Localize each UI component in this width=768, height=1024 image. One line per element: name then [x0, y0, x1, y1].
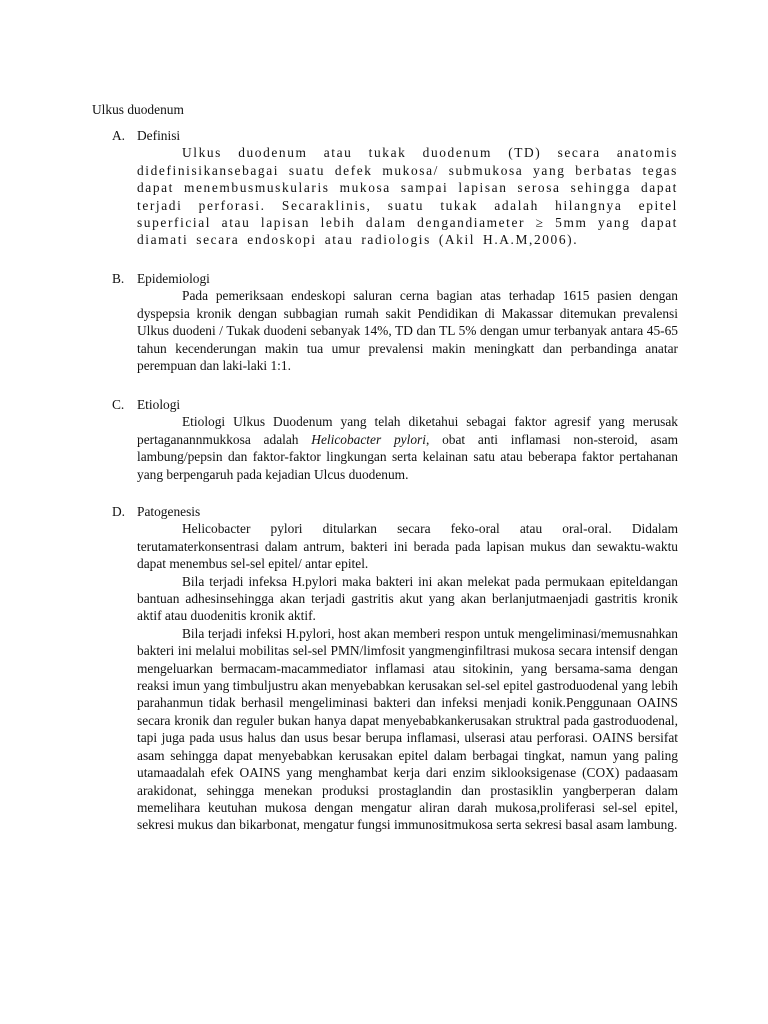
- section-body: [137, 287, 678, 374]
- section-etiologi: [112, 396, 678, 483]
- section-title: Etiologi: [137, 397, 181, 412]
- section-patogenesis: [112, 503, 678, 834]
- paragraph-text: Etiologi Ulkus Duodenum yang telah diketahui sebagai faktor agresif yang merusak pertaganannmukkosa adalah: [137, 414, 678, 447]
- section-heading: [112, 127, 678, 144]
- section-letter: B.: [112, 271, 125, 286]
- section-body: [137, 413, 678, 483]
- paragraph: Helicobacter pylori ditularkan secara feko-oral atau oral-oral. Didalam terutamaterkonsentrasi dalam antrum, bakteri ini berada pada lapisan mukus dan sewaktu-waktu dapat menembus sel-sel epitel/ antar epitel.: [137, 521, 678, 572]
- paragraph: Bila terjadi infeksi H.pylori, host akan memberi respon untuk mengeliminasi/memusnahkan bakteri ini melalui mobilitas sel-sel PMN/limfosit yangmenginfiltrasi mukosa secara intensif dengan mengeluarkan bermacam-macammediator inflamasi atau sitokinin, yang bersama-sama dengan reaksi imun yang timbuljustru akan menyebabkan kerusakan sel-sel epitel gastroduodenal yang lebih parahanmun tidak berhasil mengeliminasi bakteri dan infeksi menjadi konik.Penggunaan OAINS secara kronik dan reguler bukan hanya dapat menyebabkankerusakan struktral pada gastroduodenal, tapi juga pada usus halus dan usus besar berupa inflamasi, ulserasi atau perforasi. OAINS bersifat asam sehingga dapat menyebabkan kerusakan epitel dalam berbagai tingkat, namun yang paling utamaadalah efek OAINS yang menghambat kerja dari enzim siklooksigenase (COX) padaasam arakidonat, sehingga menekan produksi prostaglandin dan prostasiklin yangberperan dalam memelihara keutuhan mukosa dengan mengatur aliran darah mukosa,proliferasi sel-sel epitel, sekresi mukus dan bikarbonat, mengatur fungsi immunositmukosa serta sekresi basal asam lambung.: [137, 625, 678, 833]
- document-title: Ulkus duodenum: [92, 102, 184, 117]
- section-letter: D.: [112, 504, 126, 519]
- paragraph: Bila terjadi infeksa H.pylori maka bakteri ini akan melekat pada permukaan epiteldangan bantuan adhesinsehingga akan terjadi gastritis akut yang akan berlanjutmaenjadi gastritis kronik aktif atau duodenitis kronik aktif.: [137, 573, 678, 624]
- section-title: Epidemiologi: [137, 271, 210, 286]
- section-letter: C.: [112, 397, 125, 412]
- section-title: Patogenesis: [137, 504, 201, 519]
- section-letter: A.: [112, 128, 126, 143]
- section-title: Definisi: [137, 128, 181, 143]
- section-body: [137, 144, 678, 248]
- section-heading: [112, 396, 678, 413]
- paragraph: Ulkus duodenum atau tukak duodenum (TD) secara anatomis didefinisikansebagai suatu defek mukosa/ submukosa yang berbatas tegas dapat menembusmuskularis mukosa sampai lapisan serosa sehingga dapat terjadi perforasi. Secaraklinis, suatu tukak adalah hilangnya epitel superficial atau lapisan lebih dalam dengandiameter ≥ 5mm yang dapat diamati secara endoskopi atau radiologis (Akil H.A.M,2006).: [137, 145, 678, 248]
- section-heading: [112, 503, 678, 520]
- section-definisi: [112, 127, 678, 249]
- section-heading: [112, 270, 678, 287]
- paragraph-text: , obat anti inflamasi non-steroid, asam lambung/pepsin dan faktor-faktor lingkungan serta kelainan satu atau beberapa faktor pertahanan yang berpengaruh pada kejadian Ulcus duodenum.: [137, 431, 678, 482]
- organism-name: Helicobacter pylori: [311, 431, 426, 447]
- paragraph: Pada pemeriksaan endeskopi saluran cerna bagian atas terhadap 1615 pasien dengan dyspepsia kronik dengan subbagian rumah sakit Pendidikan di Makassar ditemukan prevalensi Ulkus duodeni / Tukak duodeni sebanyak 14%, TD dan TL 5% dengan umur terbanyak antara 45-65 tahun kecenderungan makin tua umur prevalensi makin meningkatt dan perbandinga anatar perempuan dan laki-laki 1:1.: [137, 288, 678, 374]
- section-epidemiologi: [112, 270, 678, 374]
- section-body: [137, 520, 678, 833]
- paragraph: [137, 413, 678, 483]
